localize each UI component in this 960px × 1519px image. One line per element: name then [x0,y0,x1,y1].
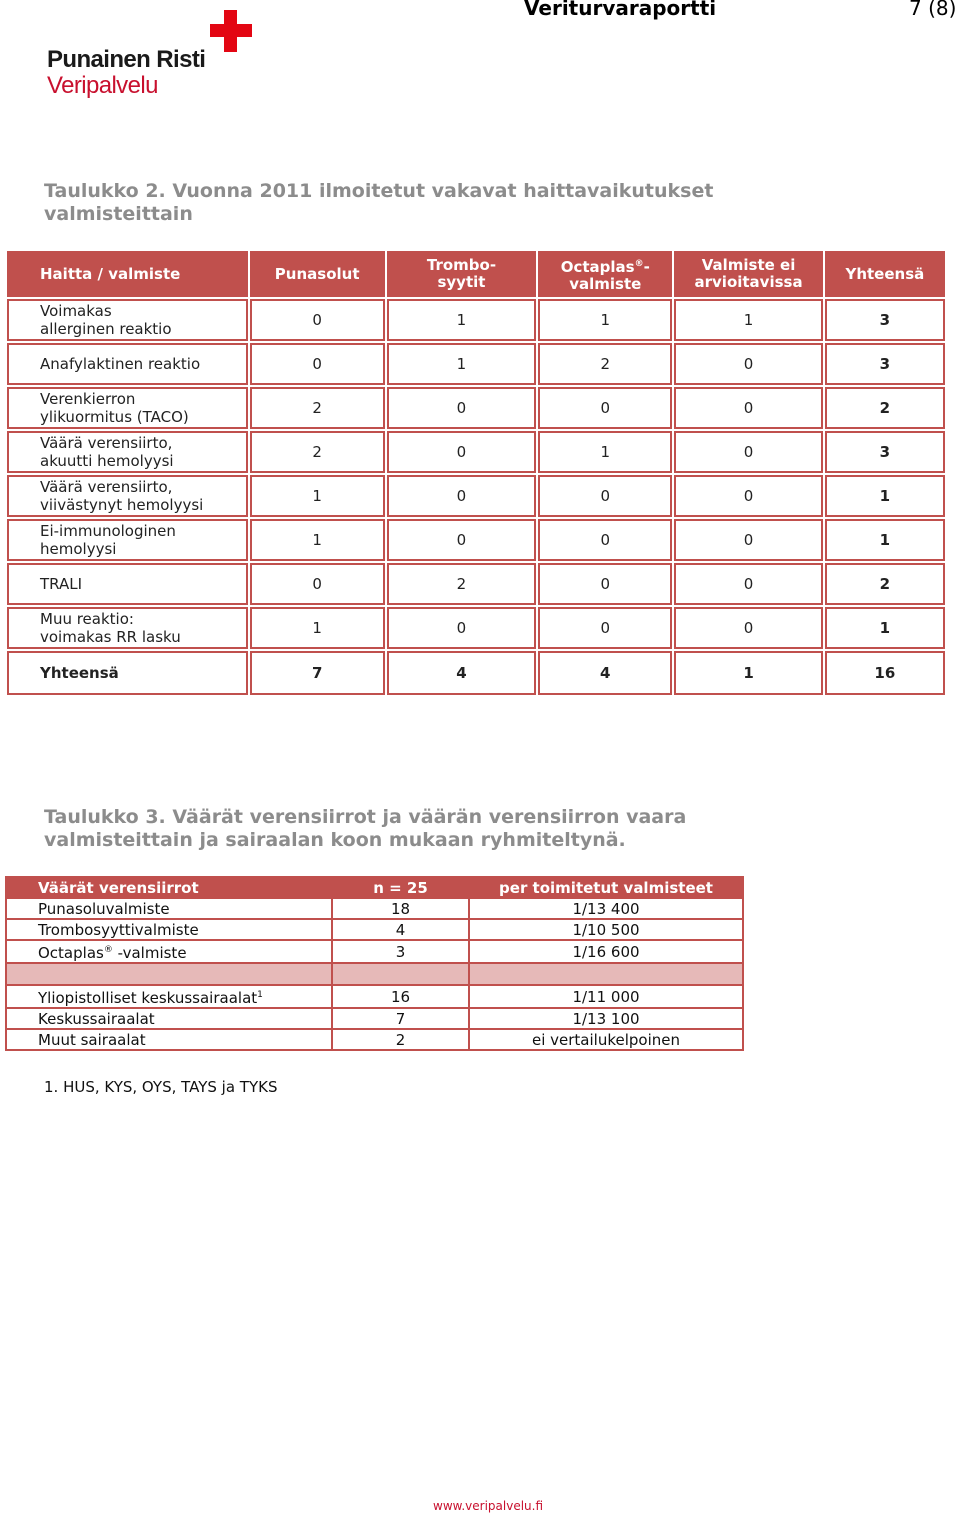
cell: 0 [250,299,385,341]
cell: 1 [538,299,672,341]
cell: 0 [250,563,385,605]
cell: 0 [674,431,822,473]
footnote: 1. HUS, KYS, OYS, TAYS ja TYKS [44,1078,278,1096]
table2 [5,249,947,697]
cell: 0 [674,475,822,517]
table2-header: Yhteensä [825,251,945,297]
cell: 16 [332,985,469,1008]
table-row [7,431,945,473]
row-label: Väärä verensiirto, akuutti hemolyysi [7,431,248,473]
table3-header: Väärät verensiirrot [6,877,332,898]
footer-link[interactable]: www.veripalvelu.fi [433,1499,544,1513]
total-label: Yhteensä [7,651,248,695]
row-total: 2 [825,387,945,429]
row-total: 1 [825,607,945,649]
table-row [7,343,945,385]
table-row [6,985,743,1008]
cell: 0 [538,387,672,429]
cell: 1 [387,343,536,385]
cell: 1 [538,431,672,473]
cell: 0 [538,519,672,561]
row-label: Muu reaktio: voimakas RR lasku [7,607,248,649]
row-label: Väärä verensiirto, viivästynyt hemolyysi [7,475,248,517]
table-row [6,940,743,963]
row-label: Voimakas allerginen reaktio [7,299,248,341]
table2-header-row [7,251,945,297]
table3-header: n = 25 [332,877,469,898]
page-number: 7 (8) [909,0,957,20]
row-label: TRALI [7,563,248,605]
total-cell: 1 [674,651,822,695]
logo-line2: Veripalvelu [47,72,158,99]
cell: 1 [674,299,822,341]
cell: 1/13 100 [469,1008,743,1029]
total-cell: 4 [387,651,536,695]
cell: 1/16 600 [469,940,743,963]
row-label: Yliopistolliset keskussairaalat$^1$ [6,985,332,1008]
table3-header-row [6,877,743,898]
cell: 0 [538,607,672,649]
red-cross-icon [210,10,252,52]
cell: 3 [332,940,469,963]
cell: 0 [387,607,536,649]
separator-cell [6,963,332,985]
cell: 18 [332,898,469,919]
cell: 1 [250,475,385,517]
logo-line1: Punainen Risti [47,46,206,73]
table-row [7,475,945,517]
cell: 4 [332,919,469,940]
cell: 2 [387,563,536,605]
cell: 0 [250,343,385,385]
total-cell: 4 [538,651,672,695]
row-label: Keskussairaalat [6,1008,332,1029]
cell: 1 [250,607,385,649]
row-label: Punasoluvalmiste [6,898,332,919]
row-total: 1 [825,519,945,561]
table-row [7,519,945,561]
cell: ei vertailukelpoinen [469,1029,743,1050]
row-total: 3 [825,299,945,341]
row-total: 1 [825,475,945,517]
table2-total-row [7,651,945,695]
total-cell: 7 [250,651,385,695]
cell: 1/10 500 [469,919,743,940]
separator-row [6,963,743,985]
row-label: Verenkierron ylikuormitus (TACO) [7,387,248,429]
cell: 0 [674,607,822,649]
cell: 2 [332,1029,469,1050]
cell: 0 [674,343,822,385]
cell: 0 [387,519,536,561]
cell: 0 [674,519,822,561]
row-label: Trombosyyttivalmiste [6,919,332,940]
table-row [7,387,945,429]
row-total: 3 [825,431,945,473]
cell: 0 [674,563,822,605]
table2-header: Haitta / valmiste [7,251,248,297]
cell: 0 [538,475,672,517]
cell: 0 [387,431,536,473]
table3-header: per toimitetut valmisteet [469,877,743,898]
row-label: Octaplas® -valmiste [6,940,332,963]
table3 [5,876,744,1051]
table-row [6,898,743,919]
table-row [7,607,945,649]
cell: 2 [538,343,672,385]
row-label: Anafylaktinen reaktio [7,343,248,385]
table-row [6,1008,743,1029]
cell: 0 [674,387,822,429]
table2-header: Octaplas®- valmiste [538,251,672,297]
cell: 7 [332,1008,469,1029]
cell: 1/11 000 [469,985,743,1008]
row-label: Muut sairaalat [6,1029,332,1050]
cell: 2 [250,387,385,429]
separator-cell [469,963,743,985]
table2-header: Valmiste ei arvioitavissa [674,251,822,297]
table3-caption: Taulukko 3. Väärät verensiirrot ja väärän verensiirron vaara valmisteittain ja sairaalan koon mukaan ryhmiteltynä. [44,806,687,851]
grand-total: 16 [825,651,945,695]
row-label: Ei-immunologinen hemolyysi [7,519,248,561]
table-row [7,299,945,341]
cell: 0 [387,387,536,429]
cell: 1 [250,519,385,561]
table-row [6,919,743,940]
table-row [6,1029,743,1050]
cell: 0 [387,475,536,517]
report-title: Veriturvaraportti [524,0,717,20]
logo [47,8,257,103]
table2-header: Punasolut [250,251,385,297]
row-total: 3 [825,343,945,385]
cell: 1 [387,299,536,341]
table2-caption: Taulukko 2. Vuonna 2011 ilmoitetut vakavat haittavaikutukset valmisteittain [44,180,714,225]
table-row [7,563,945,605]
cell: 1/13 400 [469,898,743,919]
cell: 0 [538,563,672,605]
table2-header: Trombo- syytit [387,251,536,297]
row-total: 2 [825,563,945,605]
separator-cell [332,963,469,985]
cell: 2 [250,431,385,473]
